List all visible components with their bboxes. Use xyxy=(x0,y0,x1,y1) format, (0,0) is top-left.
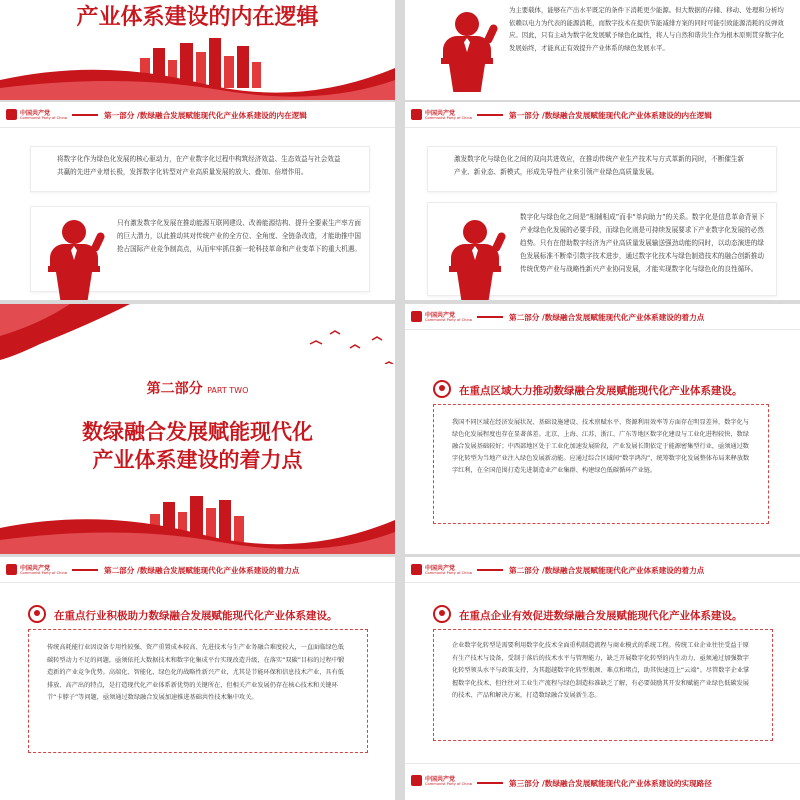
logo-cn: 中国共产党 xyxy=(425,110,456,117)
slide4-box2-text: 数字化与绿色化之间是“相辅相成”而非“单向助力”的关系。数字化是信息革命背景下产业绿色化发展的必要手段，而绿色化则是可持续发展要求下产业数字化发展的必然趋势。只有在借助数字经济为产业高质量发展输送强劲动能的同时，以动态演进的绿色发展标准不断牵引数字技术进步，通过数字化技术与绿色制造技术的融合创新推动传统优势产业与战略性新兴产业协同发展，才能实现数字化与绿色化的良性循环。 xyxy=(520,213,765,273)
slide3-box1-text: 将数字化作为绿色化发展的核心驱动力，在产业数字化过程中构筑经济效益、生态效益与社会效益共赢的先进产业增长极，发挥数字化转型对产业高质量发展的放大、叠加、倍增作用。 xyxy=(57,155,341,176)
header-rule xyxy=(477,569,503,571)
slide3-box2-text: 只有激发数字化发展在推动能源互联网建设、改善能源结构、提升全要素生产率方面的巨大潜力，以此推动其对传统产业的全方位、全角度、全链条改造，才能助推中国抢占国际产业竞争制高点，从而牢牢抓住新一轮科技革命和产业变革下的重大机遇。 xyxy=(117,219,361,253)
slide6-text: 我国不同区域在经济发展状况、基础设施建设、技术禀赋水平、资源利用效率等方面存在明显差异，数字化与绿色化发展程度也存在显著落差。北京、上海、江苏、浙江、广东等地区数字化建设与工业化进程较快，数绿融合发展基础较好；中西部地区处于工业化加速发展阶段，产业发展长期依定于能源密集型行业，亟须通过数字化转型为当地产业注入绿色发展新动能。应通过综合区域间“数字鸿沟”，统筹数字化发展整体布局来释放数字红利，在全国范围打造先进制造业产业集群、构建绿色低碳循环产业链。 xyxy=(452,419,750,474)
header-rule xyxy=(72,114,98,116)
speaker-podium-icon xyxy=(433,12,503,92)
slide-6[interactable] xyxy=(405,304,800,554)
party-emblem-icon xyxy=(6,564,17,575)
slide4-box1 xyxy=(427,146,777,192)
slide-header xyxy=(0,102,395,128)
party-emblem-icon xyxy=(6,109,17,120)
party-emblem-icon xyxy=(411,311,422,322)
slide-2[interactable] xyxy=(405,0,800,100)
section-heading: 在重点企业有效促进数绿融合发展赋能现代化产业体系建设。 xyxy=(459,610,743,622)
slide7-text: 传统高耗能行业因设备专用性较强、资产重置成本较高、先进技术与生产业务融合难度较大，一直面临绿色低碳转型动力不足的问题，亟须依托大数据技术和数字化集成平台实现改造升级，在落实“双碳”目标的过程中锻造新的产业竞争优势。高端化、智能化、绿色化的战略性新兴产业，尤其是节能环保和信息技术产业，具有低排放、高产出的特点，是打造现代化产业体系新优势的关键所在，但相关产业发展仍存在核心技术和关键环节“卡脖子”等问题，亟须通过数绿融合发展加速推进基础共性技术集中攻关。 xyxy=(47,644,345,701)
party-emblem-icon xyxy=(411,564,422,575)
slide2-paragraph: 为主要载体，能够在产出水平既定的条件下消耗更少能源。但大数据的存储、移动、处理和分析均依赖以电力为代表的能源消耗，而数字技术在提供节能减排方案的同时可能引致能源消耗的反弹效应。因此，只有主动为数字化发展赋予绿色化属性，将人与自然和谐共生作为根本原则贯穿数字化发展始终，才能真正有效提升产业体系的绿色发展水平。 xyxy=(509,6,784,52)
part-en: PART TWO xyxy=(207,386,249,395)
logo-en: Communist Party of China xyxy=(425,571,472,575)
header-title: 第二部分 /数绿融合发展赋能现代化产业体系建设的着力点 xyxy=(104,566,300,575)
slide-header xyxy=(405,102,800,128)
slide8-content xyxy=(433,629,773,741)
slide3-box1 xyxy=(30,146,370,192)
logo-en: Communist Party of China xyxy=(425,318,472,322)
slide5-title-line1: 数绿融合发展赋能现代化 xyxy=(82,420,313,444)
logo-en: Communist Party of China xyxy=(425,782,472,786)
speaker-podium-icon xyxy=(40,220,110,300)
party-emblem-icon xyxy=(411,775,422,786)
header-rule xyxy=(477,114,503,116)
header-rule xyxy=(477,782,503,784)
party-emblem-icon xyxy=(411,109,422,120)
part-cn: 第二部分 xyxy=(146,381,203,397)
header-rule xyxy=(72,569,98,571)
party-logo xyxy=(6,108,66,124)
slide-3[interactable] xyxy=(0,102,395,300)
party-logo xyxy=(411,774,471,790)
section-heading: 在重点行业积极助力数绿融合发展赋能现代化产业体系建设。 xyxy=(54,610,338,622)
header-title: 第二部分 /数绿融合发展赋能现代化产业体系建设的着力点 xyxy=(509,566,705,575)
next-slide-header xyxy=(405,763,800,800)
section-icon xyxy=(433,605,451,623)
slide-header xyxy=(405,304,800,330)
logo-cn: 中国共产党 xyxy=(425,776,456,783)
slide-4[interactable] xyxy=(405,102,800,300)
speaker-podium-icon xyxy=(441,220,511,300)
logo-cn: 中国共产党 xyxy=(20,565,51,572)
party-logo xyxy=(6,563,66,579)
logo-cn: 中国共产党 xyxy=(425,312,456,319)
logo-en: Communist Party of China xyxy=(20,116,67,120)
party-logo xyxy=(411,108,471,124)
party-logo xyxy=(411,310,471,326)
slide4-box1-text: 激发数字化与绿色化之间的双向共进效应，在推动传统产业生产技术与方式革新的同时，不断催生新产业、新业态、新模式，形成先导性产业来引领产业绿色高质量发展。 xyxy=(454,155,745,176)
header-title: 第三部分 /数绿融合发展赋能现代化产业体系建设的实现路径 xyxy=(509,779,712,788)
header-title: 第一部分 /数绿融合发展赋能现代化产业体系建设的内在逻辑 xyxy=(509,111,712,120)
section-icon xyxy=(28,605,46,623)
slide7-content xyxy=(28,629,368,753)
slide-header xyxy=(405,557,800,583)
slide-7[interactable] xyxy=(0,557,395,800)
slide-5[interactable] xyxy=(0,304,395,554)
ribbon-top-graphic xyxy=(0,304,395,364)
logo-cn: 中国共产党 xyxy=(425,565,456,572)
logo-en: Communist Party of China xyxy=(20,571,67,575)
slide8-text: 企业数字化转型是需要利用数字化技术全面重构制造流程与商业模式的系统工程。传统工业企业往往受益于原有生产技术与设备，受制于落后的技术水平与管理能力，缺乏开展数字化转型的内生动力，亟须通过加强数字化转型领头水平与政策支持，为其超越数字化转型瓶颈、难点和堵点，助其快速迈上“云端”。尽管数字企业掌握数字化技术，但往往对工业生产流程与绿色制造标准缺乏了解，有必要鼓励其开发和赋能产业绿色低碳发展的技术、产品和解决方案，打造数绿融合发展新生态。 xyxy=(452,642,750,699)
slide-8[interactable] xyxy=(405,557,800,800)
city-ribbon-graphic xyxy=(0,494,395,554)
slide6-content xyxy=(433,404,769,524)
header-title: 第二部分 /数绿融合发展赋能现代化产业体系建设的着力点 xyxy=(509,313,705,322)
header-title: 第一部分 /数绿融合发展赋能现代化产业体系建设的内在逻辑 xyxy=(104,111,307,120)
slide5-title-line2: 产业体系建设的着力点 xyxy=(92,448,303,472)
section-icon xyxy=(433,380,451,398)
logo-en: Communist Party of China xyxy=(425,116,472,120)
header-rule xyxy=(477,316,503,318)
party-logo xyxy=(411,563,471,579)
slide-1[interactable] xyxy=(0,0,395,100)
city-ribbon-graphic xyxy=(0,38,395,100)
slide1-title: 产业体系建设的内在逻辑 xyxy=(76,5,319,30)
slide-header xyxy=(0,557,395,583)
section-heading: 在重点区域大力推动数绿融合发展赋能现代化产业体系建设。 xyxy=(459,385,743,397)
part-two-label xyxy=(0,378,395,398)
logo-cn: 中国共产党 xyxy=(20,110,51,117)
